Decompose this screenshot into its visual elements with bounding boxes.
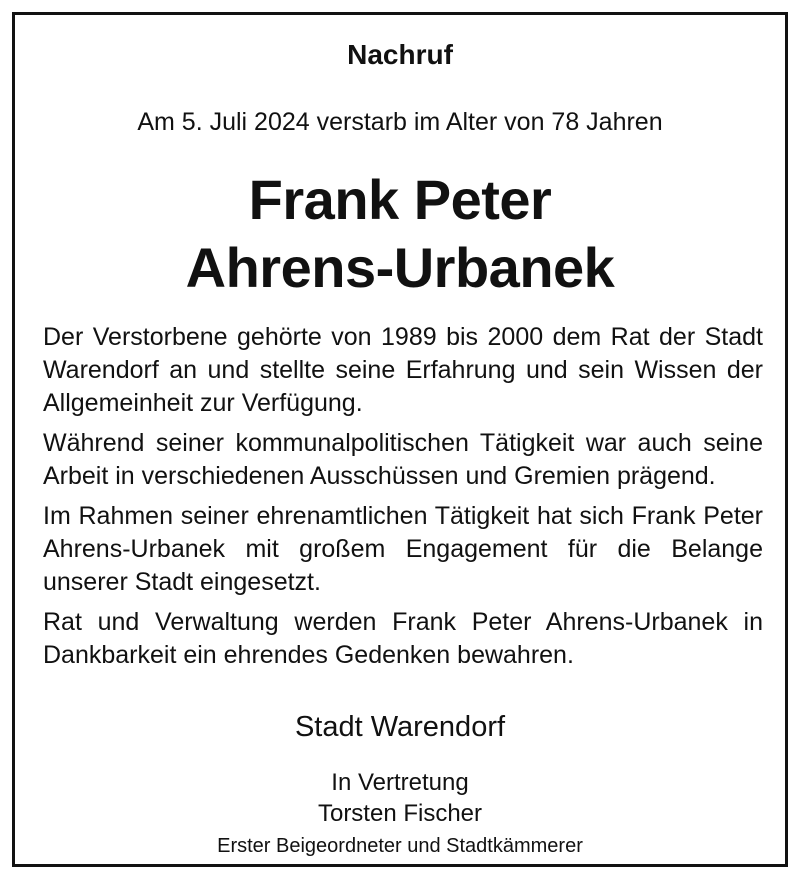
- body-paragraph: Der Verstorbene gehörte von 1989 bis 2000 dem Rat der Stadt Warendorf an und stellte seine Erfahrung und sein Wissen der Allgemeinheit zur Verfügung.: [43, 323, 763, 417]
- signatory-name: Torsten Fischer: [317, 800, 483, 827]
- deceased-name-first: Frank Peter: [248, 168, 552, 231]
- signatory-role: Erster Beigeordneter und Stadtkämmerer: [217, 835, 583, 857]
- organization-name: Stadt Warendorf: [294, 711, 506, 743]
- deceased-name-last: Ahrens-Urbanek: [185, 236, 615, 299]
- obituary-body: [43, 321, 763, 679]
- body-paragraph: Im Rahmen seiner ehrenamtlichen Tätigkeit hat sich Frank Peter Ahrens-Urbanek mit großem Engagement für die Belange unserer Stadt eingesetzt.: [43, 502, 763, 596]
- body-paragraph: Während seiner kommunalpolitischen Tätigkeit war auch seine Arbeit in verschiedenen Ausschüssen und Gremien prägend.: [43, 429, 763, 490]
- obituary-frame: [12, 12, 788, 867]
- death-date-line: Am 5. Juli 2024 verstarb im Alter von 78 Jahren: [137, 108, 663, 136]
- representation-label: In Vertretung: [331, 769, 469, 796]
- notice-heading: Nachruf: [347, 39, 453, 70]
- body-paragraph: Rat und Verwaltung werden Frank Peter Ahrens-Urbanek in Dankbarkeit ein ehrendes Gedenken bewahren.: [43, 608, 763, 669]
